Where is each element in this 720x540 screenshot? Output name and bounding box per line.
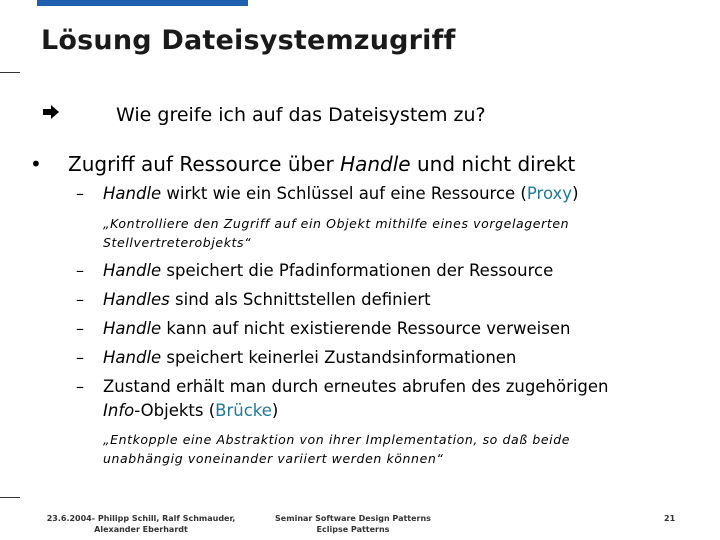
bridge-link[interactable]: Brücke xyxy=(215,401,272,420)
main-bullet-text xyxy=(68,152,575,176)
sub-item-em: Handle xyxy=(103,184,162,203)
list-item-line2 xyxy=(103,401,278,421)
list-item xyxy=(103,261,553,281)
main-bullet-em: Handle xyxy=(340,152,411,176)
bullet-symbol: • xyxy=(30,152,42,176)
footer-seminar-line1: Seminar Software Design Patterns xyxy=(275,514,431,523)
list-item xyxy=(103,348,516,368)
margin-divider-bottom xyxy=(0,497,20,498)
list-item-text: speichert die Pfadinformationen der Ressource xyxy=(161,261,554,280)
sub-dash: – xyxy=(76,348,84,367)
list-item-em: Handle xyxy=(103,348,162,367)
list-item-line1: Zustand erhält man durch erneutes abrufen des zugehörigen xyxy=(103,377,609,396)
footer-authors-line2: Alexander Eberhardt xyxy=(94,525,188,534)
quote-bridge-line2: unabhängig voneinander variiert werden können“ xyxy=(103,451,444,466)
sub-dash: – xyxy=(76,290,84,309)
list-item xyxy=(103,290,431,310)
question-text: Wie greife ich auf das Dateisystem zu? xyxy=(116,104,486,126)
footer-authors xyxy=(41,513,241,535)
list-item-post: ) xyxy=(271,401,279,420)
list-item-em: Info xyxy=(103,401,135,420)
list-item xyxy=(103,319,570,339)
sub-dash: – xyxy=(76,261,84,280)
page-number: 21 xyxy=(664,514,676,523)
sub-dash: – xyxy=(76,184,84,203)
list-item-em: Handle xyxy=(103,261,162,280)
list-item-text: sind als Schnittstellen definiert xyxy=(169,290,431,309)
list-item-em: Handle xyxy=(103,319,162,338)
sub-dash: – xyxy=(76,377,84,396)
quote-proxy-line1: „Kontrolliere den Zugriff auf ein Objekt mithilfe eines vorgelagerten xyxy=(103,216,570,231)
sub-item-post: ) xyxy=(572,184,579,203)
footer-seminar-line2: Eclipse Patterns xyxy=(316,525,390,534)
list-item-text: kann auf nicht existierende Ressource verweisen xyxy=(161,319,571,338)
list-item-text: speichert keinerlei Zustandsinformationen xyxy=(161,348,517,367)
proxy-link[interactable]: Proxy xyxy=(526,184,573,203)
footer-authors-line1: 23.6.2004- Philipp Schill, Ralf Schmauder, xyxy=(46,514,236,523)
sub-item-proxy xyxy=(103,184,579,204)
quote-bridge-line1: „Entkopple eine Abstraktion von ihrer Implementation, so daß beide xyxy=(103,432,571,447)
footer-seminar xyxy=(273,513,433,535)
arrow-right-icon xyxy=(42,104,60,125)
list-item-em: Handles xyxy=(103,290,170,309)
margin-divider-top xyxy=(0,72,20,73)
quote-proxy-line2: Stellvertreterobjekts“ xyxy=(103,235,252,250)
sub-item-mid: wirkt wie ein Schlüssel auf eine Ressource ( xyxy=(161,184,527,203)
main-bullet-post: und nicht direkt xyxy=(410,152,576,176)
header-accent-bar xyxy=(37,0,248,6)
list-item-mid: -Objekts ( xyxy=(134,401,216,420)
slide-title: Lösung Dateisystemzugriff xyxy=(41,25,456,56)
sub-dash: – xyxy=(76,319,84,338)
main-bullet-pre: Zugriff auf Ressource über xyxy=(68,152,341,176)
